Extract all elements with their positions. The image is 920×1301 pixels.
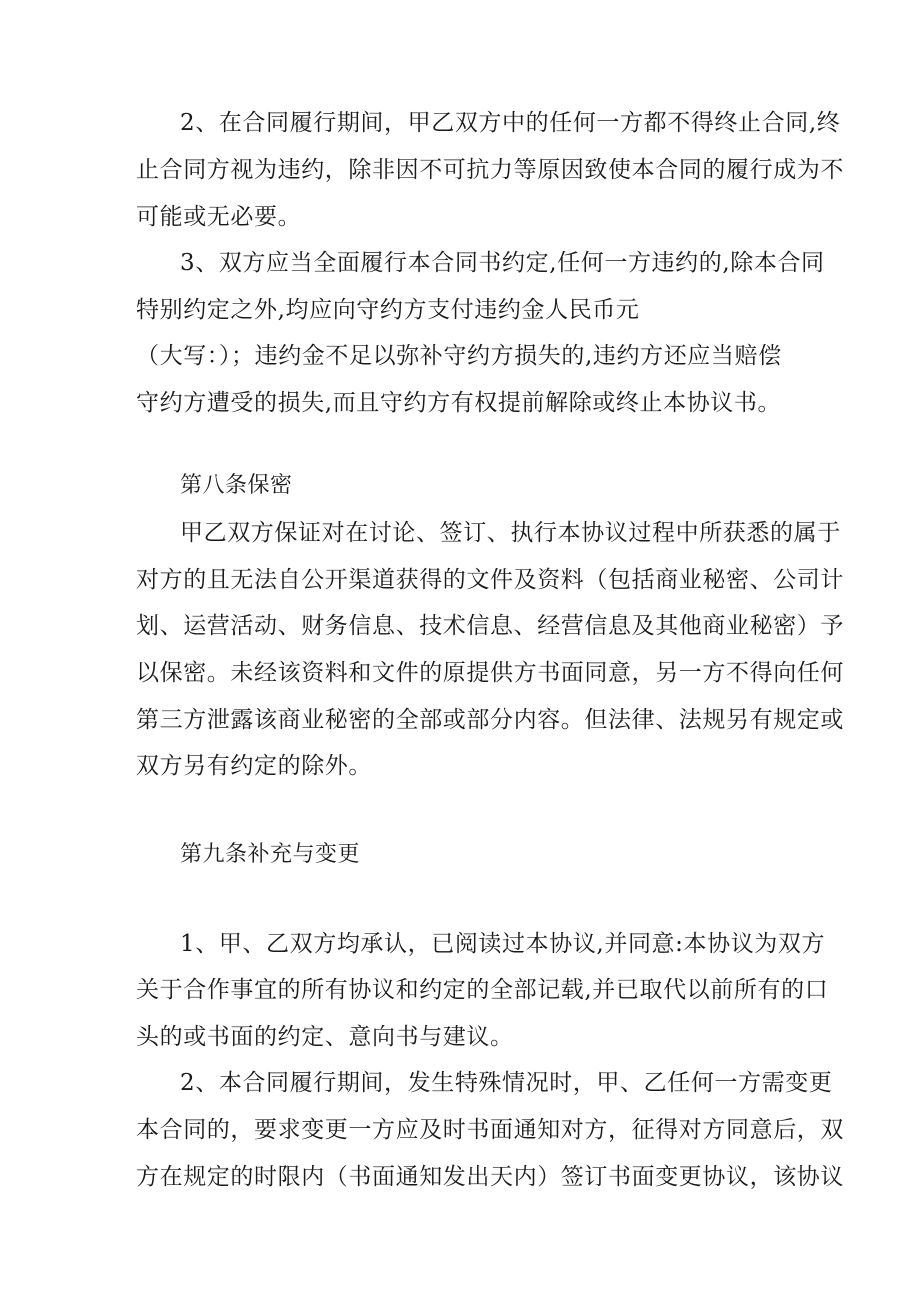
- clause-3-line-2: 特别约定之外,均应向守约方支付违约金人民币元: [136, 297, 640, 323]
- clause-3-line-4: 守约方遭受的损失,而且守约方有权提前解除或终止本协议书。: [136, 390, 782, 416]
- article-9-clause-1-line-1: 1、甲、乙双方均承认，已阅读过本协议,并同意:本协议为双方: [180, 931, 826, 957]
- article-9-clause-2-line-2: 本合同的，要求变更一方应及时书面通知对方，征得对方同意后，双: [136, 1117, 844, 1143]
- article-8-line-5: 第三方泄露该商业秘密的全部或部分内容。但法律、法规另有规定或: [136, 707, 844, 733]
- article-9-clause-2-line-3: 方在规定的时限内（书面通知发出天内）签订书面变更协议，该协议: [136, 1164, 844, 1190]
- clause-2-line-3: 可能或无必要。: [136, 204, 302, 230]
- article-9-clause-2-line-1: 2、本合同履行期间，发生特殊情况时，甲、乙任何一方需变更: [180, 1070, 833, 1096]
- article-9-heading: 第九条补充与变更: [180, 842, 361, 867]
- article-9-clause-1-line-3: 头的或书面的约定、意向书与建议。: [136, 1024, 514, 1050]
- clause-3-line-3: （大写：）；违约金不足以弥补守约方损失的,违约方还应当赔偿: [136, 343, 782, 369]
- article-8-line-1: 甲乙双方保证对在讨论、签订、执行本协议过程中所获悉的属于: [180, 520, 841, 546]
- article-8-heading: 第八条保密: [180, 473, 293, 498]
- article-8-line-6: 双方另有约定的除外。: [136, 753, 372, 779]
- article-8-line-4: 以保密。未经该资料和文件的原提供方书面同意，另一方不得向任何: [136, 660, 844, 686]
- article-9-clause-1-line-2: 关于合作事宜的所有协议和约定的全部记载,并已取代以前所有的口: [136, 977, 829, 1003]
- clause-3-line-1: 3、双方应当全面履行本合同书约定,任何一方违约的,除本合同: [180, 250, 825, 276]
- clause-2-line-1: 2、在合同履行期间，甲乙双方中的任何一方都不得终止合同,终: [180, 110, 841, 136]
- article-8-line-2: 对方的且无法自公开渠道获得的文件及资料（包括商业秘密、公司计: [136, 567, 844, 593]
- article-8-line-3: 划、运营活动、财务信息、技术信息、经营信息及其他商业秘密）予: [136, 613, 844, 639]
- clause-2-line-2: 止合同方视为违约，除非因不可抗力等原因致使本合同的履行成为不: [136, 157, 844, 183]
